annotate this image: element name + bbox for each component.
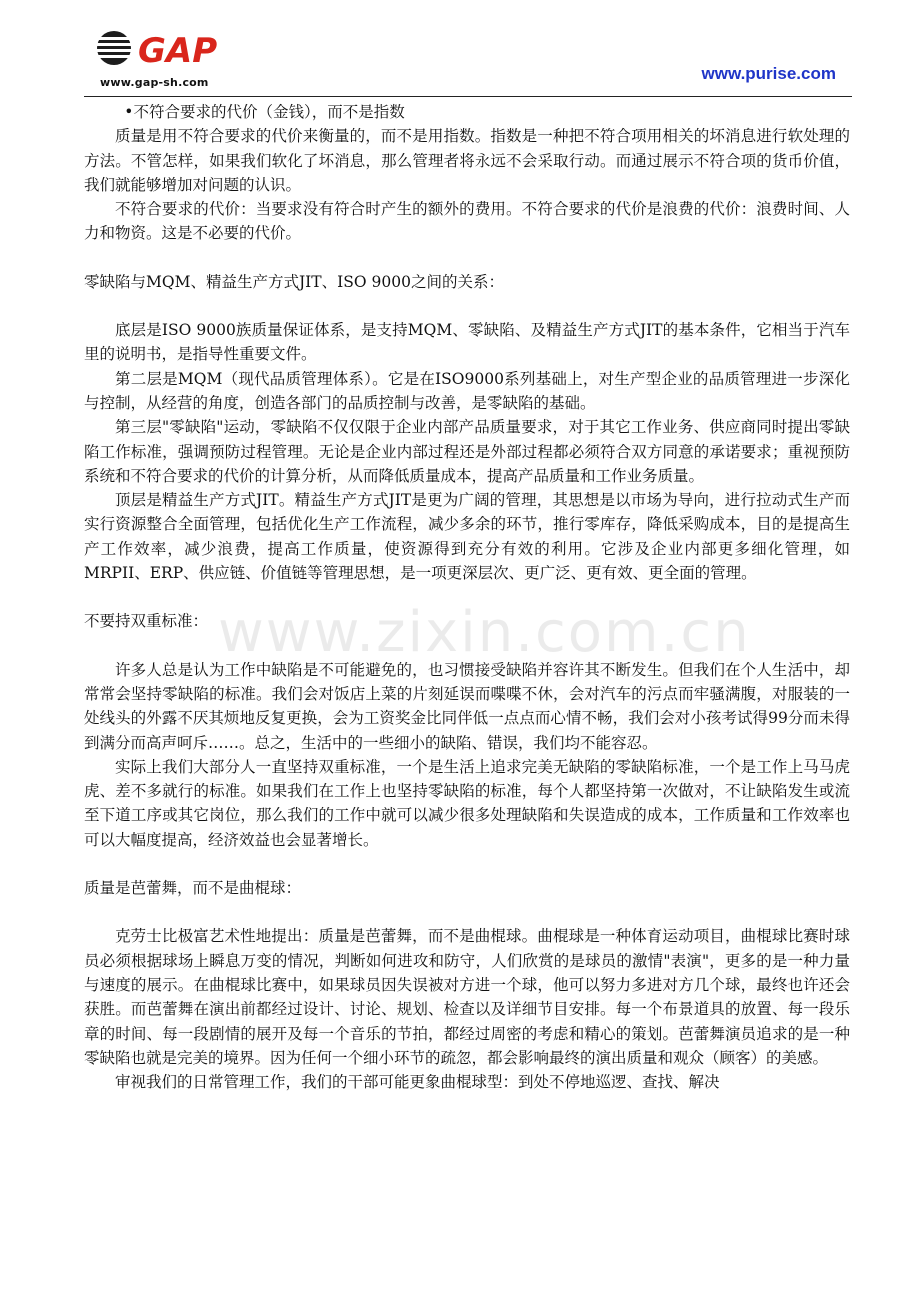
section-heading: 不要持双重标准： xyxy=(84,612,209,631)
document-body xyxy=(84,100,850,1094)
site-url-link[interactable]: www.purise.com xyxy=(701,64,836,83)
section-heading: 质量是芭蕾舞，而不是曲棍球： xyxy=(84,879,302,898)
page-header xyxy=(0,0,920,100)
logo-wordmark: GAP xyxy=(138,31,218,71)
watermark: www.zixin.com.cn xyxy=(218,600,751,665)
bullet-paragraph: •不符合要求的代价（金钱），而不是指数 xyxy=(124,103,405,121)
body-paragraph: 不符合要求的代价：当要求没有符合时产生的额外的费用。不符合要求的代价是浪费的代价：浪费时间、人力和物资。这是不必要的代价。 xyxy=(84,200,850,243)
body-paragraph: 顶层是精益生产方式JIT。精益生产方式JIT是更为广阔的管理，其思想是以市场为导向，进行拉动式生产而实行资源整合全面管理，包括优化生产工作流程，减少多余的环节，推行零库存，降低采购成本，目的是提高生产工作效率，减少浪费，提高工作质量，使资源得到充分有效的利用。它涉及企业内部更多细化管理，如MRPII、ERP、供应链、价值链等管理思想，是一项更深层次、更广泛、更有效、更全面的管理。 xyxy=(84,491,850,583)
body-paragraph: 克劳士比极富艺术性地提出：质量是芭蕾舞，而不是曲棍球。曲棍球是一种体育运动项目，曲棍球比赛时球员必须根据球场上瞬息万变的情况，判断如何进攻和防守，人们欣赏的是球员的激情"表演"，更多的是一种力量与速度的展示。在曲棍球比赛中，如果球员因失误被对方进一个球，他可以努力多进对方几个球，最终也许还会获胜。而芭蕾舞在演出前都经过设计、讨论、规划、检查以及详细节目安排。每一个布景道具的放置、每一段乐章的时间、每一段剧情的展开及每一个音乐的节拍，都经过周密的考虑和精心的策划。芭蕾舞演员追求的是一种零缺陷也就是完美的境界。因为任何一个细小环节的疏忽，都会影响最终的演出质量和观众（顾客）的美感。 xyxy=(84,927,850,1067)
body-paragraph: 第三层"零缺陷"运动，零缺陷不仅仅限于企业内部产品质量要求，对于其它工作业务、供应商同时提出零缺陷工作标准，强调预防过程管理。无论是企业内部过程还是外部过程都必须符合双方同意的承诺要求；重视预防系统和不符合要求的代价的计算分析，从而降低质量成本，提高产品质量和工作业务质量。 xyxy=(84,418,850,485)
body-paragraph: 第二层是MQM（现代品质管理体系）。它是在ISO9000系列基础上，对生产型企业的品质管理进一步深化与控制，从经营的角度，创造各部门的品质控制与改善，是零缺陷的基础。 xyxy=(84,369,850,412)
body-paragraph: 质量是用不符合要求的代价来衡量的，而不是用指数。指数是一种把不符合项用相关的坏消息进行软处理的方法。不管怎样，如果我们软化了坏消息，那么管理者将永远不会采取行动。而通过展示不符合项的货币价值，我们就能够增加对问题的认识。 xyxy=(84,127,850,194)
body-paragraph: 底层是ISO 9000族质量保证体系，是支持MQM、零缺陷、及精益生产方式JIT的基本条件，它相当于汽车里的说明书，是指导性重要文件。 xyxy=(84,321,850,364)
header-divider xyxy=(84,96,852,97)
body-paragraph: 实际上我们大部分人一直坚持双重标准，一个是生活上追求完美无缺陷的零缺陷标准，一个是工作上马马虎虎、差不多就行的标准。如果我们在工作上也坚持零缺陷的标准，每个人都坚持第一次做对，不让缺陷发生或流至下道工序或其它岗位，那么我们的工作中就可以减少很多处理缺陷和失误造成的成本，工作质量和工作效率也可以大幅度提高，经济效益也会显著增长。 xyxy=(84,757,850,849)
body-paragraph: 许多人总是认为工作中缺陷是不可能避免的，也习惯接受缺陷并容许其不断发生。但我们在个人生活中，却常常会坚持零缺陷的标准。我们会对饭店上菜的片刻延误而喋喋不休，会对汽车的污点而牢骚满腹，对服装的一处线头的外露不厌其烦地反复更换，会为工资奖金比同伴低一点点而心情不畅，我们会对小孩考试得99分而未得到满分而高声呵斥……。总之，生活中的一些细小的缺陷、错误，我们均不能容忍。 xyxy=(84,660,850,752)
gap-logo-icon xyxy=(92,24,242,72)
logo-url[interactable]: www.gap-sh.com xyxy=(100,76,209,89)
body-paragraph: 审视我们的日常管理工作，我们的干部可能更象曲棍球型：到处不停地巡逻、查找、解决 xyxy=(115,1073,720,1092)
section-heading: 零缺陷与MQM、精益生产方式JIT、ISO 9000之间的关系： xyxy=(84,272,504,291)
